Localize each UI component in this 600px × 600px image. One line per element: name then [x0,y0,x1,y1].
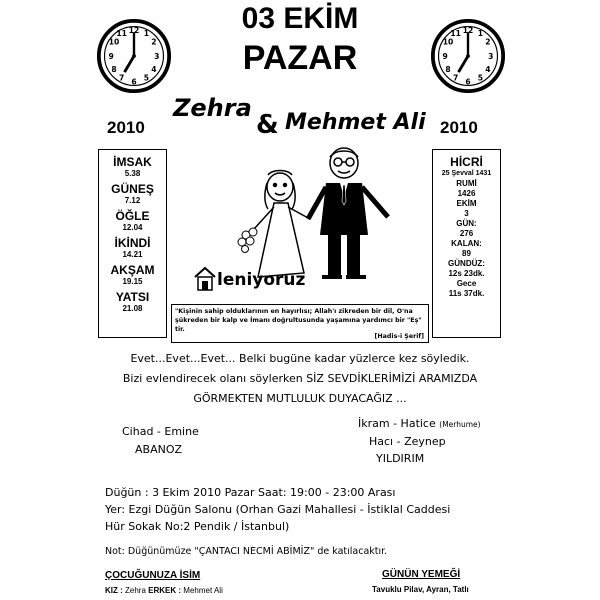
svg-text:6: 6 [131,77,137,87]
left-family-parents: Cihad - Emine [122,425,199,438]
right-family-note: (Merhume) [439,420,481,429]
day-value: 276 [459,229,474,238]
svg-text:2: 2 [151,37,157,47]
right-family-parents-2: Hacı - Zeynep [369,435,446,448]
svg-text:1: 1 [143,29,149,39]
svg-text:4: 4 [485,65,491,75]
svg-text:1: 1 [477,29,483,39]
date-day: 03 EKİM [241,2,359,35]
daytime-value: 12s 23dk. [448,269,485,278]
wedding-time: Düğün : 3 Ekim 2010 Pazar Saat: 19:00 - 23:00 Arası [105,486,396,499]
kids-names [105,586,223,595]
prayer-label: YATSI [115,290,150,304]
prayer-value: 7.12 [124,196,141,205]
message-line-3: GÖRMEKTEN MUTLULUK DUYACAĞIZ ... [193,392,407,405]
svg-text:8: 8 [111,65,117,75]
svg-text:12: 12 [462,26,474,36]
bouquet-icon [238,228,257,253]
clock-icon-left [96,18,172,94]
svg-text:5: 5 [143,73,149,83]
girl-name: Zehra [125,586,146,595]
svg-text:10: 10 [108,37,120,47]
prayer-label: İMSAK [113,155,152,169]
svg-text:3: 3 [488,51,494,61]
logo-text: leniyoruz [217,270,306,290]
month-label: EKİM [456,199,477,208]
svg-text:7: 7 [453,73,459,83]
svg-text:8: 8 [445,65,451,75]
date-weekday: PAZAR [242,39,358,77]
right-family-parents-names: İkram - Hatice [358,417,436,430]
year-left: 2010 [107,118,145,137]
hicri-value: 25 Şevval 1431 [441,170,492,177]
hadith-line-2: şükreden bir kalp ve İmanı doğrultusunda yaşamına yardımcı bir "Eş" tir. [175,317,422,333]
hadith-quote [171,304,429,343]
meal-text: Tavuklu Pilav, Ayran, Tatlı [372,585,469,594]
svg-text:9: 9 [442,51,448,61]
svg-text:7: 7 [119,73,125,83]
prayer-label: GÜNEŞ [111,182,154,196]
prayer-times-box [98,149,167,338]
remaining-value: 89 [462,249,471,258]
year-right: 2010 [440,118,478,137]
note-text: Not: Düğünümüze "ÇANTACI NECMİ ABİMİZ" de katılacaktır. [105,546,388,557]
svg-text:6: 6 [465,77,471,87]
prayer-value: 19.15 [122,277,143,286]
message-line-2: Bizi evlendirecek olanı söylerken SİZ SEVDİKLERİMİZİ ARAMIZDA [122,372,478,385]
prayer-label: İKİNDİ [114,236,151,250]
clock-icon-right [430,18,506,94]
bride-name: Zehra [173,94,252,122]
right-family-surname: YILDIRIM [376,452,425,465]
svg-text:11: 11 [116,29,127,39]
house-logo-icon [193,265,217,291]
svg-text:3: 3 [154,51,160,61]
svg-text:9: 9 [108,51,114,61]
prayer-label: AKŞAM [110,263,155,277]
remaining-label: KALAN: [451,239,482,248]
hadith-line-1: "Kişinin sahip olduklarının en hayırlısı; Allah'ı zikreden bir dil, O'na [175,308,413,315]
groom-name: Mehmet Ali [285,110,426,135]
svg-text:11: 11 [450,29,461,39]
meal-heading: GÜNÜN YEMEĞİ [382,569,461,580]
day-label: GÜN: [456,219,477,228]
prayer-label: ÖĞLE [115,209,150,223]
left-family-surname: ABANOZ [135,443,183,456]
night-label: Gece [456,279,477,288]
girl-label: KIZ : [105,586,123,595]
boy-label: ERKEK : [148,586,182,595]
prayer-value: 21.08 [122,304,143,313]
couple-illustration [228,145,398,285]
boy-name: Mehmet Ali [183,586,223,595]
rumi-label: RUMİ [456,179,477,188]
prayer-value: 12.04 [122,223,143,232]
svg-text:10: 10 [442,37,454,47]
kids-heading: ÇOCUĞUNUZA İSİM [105,570,201,581]
night-value: 11s 37dk. [448,289,485,298]
calendar-info-box [432,149,501,338]
wedding-place-2: Hür Sokak No:2 Pendik / İstanbul) [105,520,290,533]
message-line-1: Evet...Evet...Evet... Belki bugüne kadar yüzlerce kez söyledik. [130,352,470,365]
month-value: 3 [464,209,469,218]
right-family-parents [358,417,481,430]
hicri-label: HİCRİ [450,155,483,169]
wedding-place-1: Yer: Ezgi Düğün Salonu (Orhan Gazi Mahallesi - İstiklal Caddesi [105,503,451,516]
prayer-value: 14.21 [122,250,143,259]
hadith-source: [Hadis-i Şerif] [374,333,424,340]
svg-text:5: 5 [477,73,483,83]
svg-text:2: 2 [485,37,491,47]
svg-text:4: 4 [151,65,157,75]
svg-text:12: 12 [128,26,140,36]
prayer-value: 5.38 [124,169,141,178]
ampersand: & [256,110,279,140]
rumi-value: 1426 [457,189,476,198]
daytime-label: GÜNDÜZ: [448,259,485,268]
